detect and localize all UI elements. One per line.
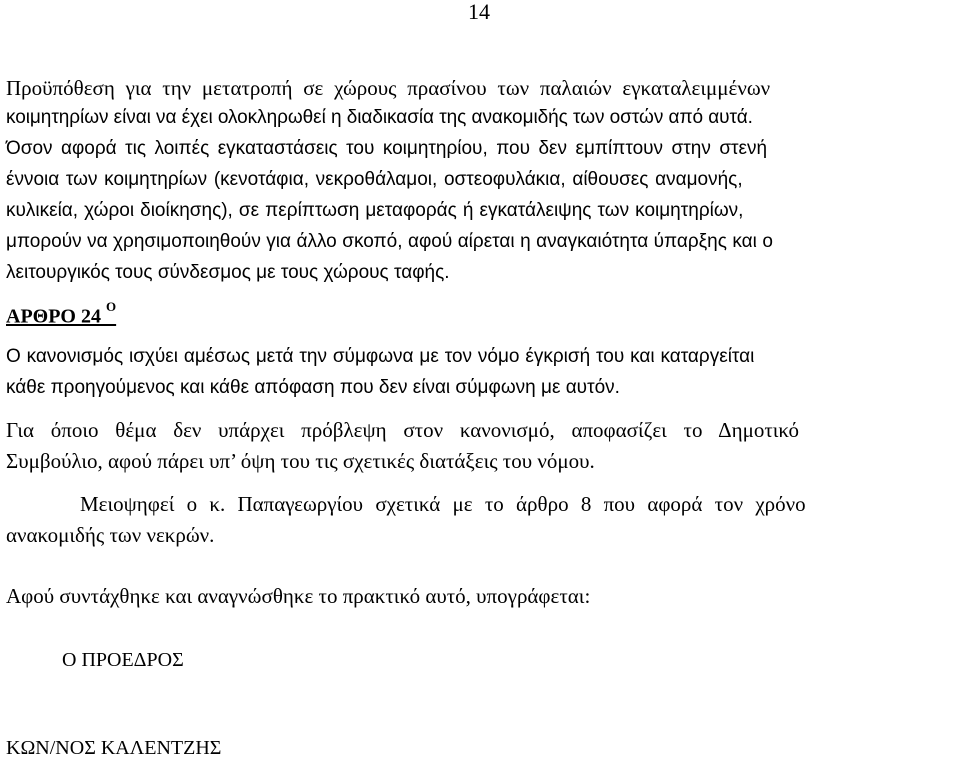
paragraph-4-line: ανακομιδής των νεκρών. — [6, 523, 215, 547]
paragraph-1-line: λειτουργικός τους σύνδεσμος με τους χώρους ταφής. — [6, 262, 450, 283]
paragraph-2-line: κάθε προηγούμενος και κάθε απόφαση που δεν είναι σύμφωνη με αυτόν. — [6, 377, 620, 398]
paragraph-1-line: Προϋπόθεση για την μετατροπή σε χώρους πρασίνου των παλαιών εγκαταλειμμένων — [6, 76, 771, 100]
paragraph-1-line: Όσον αφορά τις λοιπές εγκαταστάσεις του κοιμητηρίου, που δεν εμπίπτουν στην στενή — [6, 138, 768, 159]
paragraph-3-line: Συμβούλιο, αφού πάρει υπ’ όψη του τις σχετικές διατάξεις του νόμου. — [6, 449, 595, 473]
paragraph-2-line: Ο κανονισμός ισχύει αμέσως μετά την σύμφωνα με τον νόμο έγκρισή του και καταργείται — [6, 346, 755, 367]
paragraph-4-line: Μειοψηφεί ο κ. Παπαγεωργίου σχετικά με το άρθρο 8 που αφορά τον χρόνο — [80, 492, 806, 516]
closing-line: Αφού συντάχθηκε και αναγνώσθηκε το πρακτικό αυτό, υπογράφεται: — [6, 584, 591, 608]
signature-name: ΚΩΝ/ΝΟΣ ΚΑΛΕΝΤΖΗΣ — [6, 737, 222, 759]
signature-title: Ο ΠΡΟΕΔΡΟΣ — [62, 649, 184, 671]
paragraph-3-line: Για όποιο θέμα δεν υπάρχει πρόβλεψη στον κανονισμό, αποφασίζει το Δημοτικό — [6, 418, 800, 442]
paragraph-1-line: μπορούν να χρησιμοποιηθούν για άλλο σκοπό, αφού αίρεται η αναγκαιότητα ύπαρξης και ο — [6, 231, 773, 252]
paragraph-1-line: έννοια των κοιμητηρίων (κενοτάφια, νεκροθάλαμοι, οστεοφυλάκια, αίθουσες αναμονής, — [6, 169, 743, 190]
article-heading-superscript: Ο — [106, 299, 117, 314]
paragraph-1-line: κοιμητηρίων είναι να έχει ολοκληρωθεί η διαδικασία της ανακομιδής των οστών από αυτά. — [6, 107, 753, 128]
page-number: 14 — [468, 0, 490, 24]
article-heading — [6, 299, 116, 329]
article-heading-text: ΑΡΘΡΟ 24 — [6, 305, 101, 328]
paragraph-1-line: κυλικεία, χώροι διοίκησης), σε περίπτωση μεταφοράς ή εγκατάλειψης των κοιμητηρίων, — [6, 200, 744, 221]
